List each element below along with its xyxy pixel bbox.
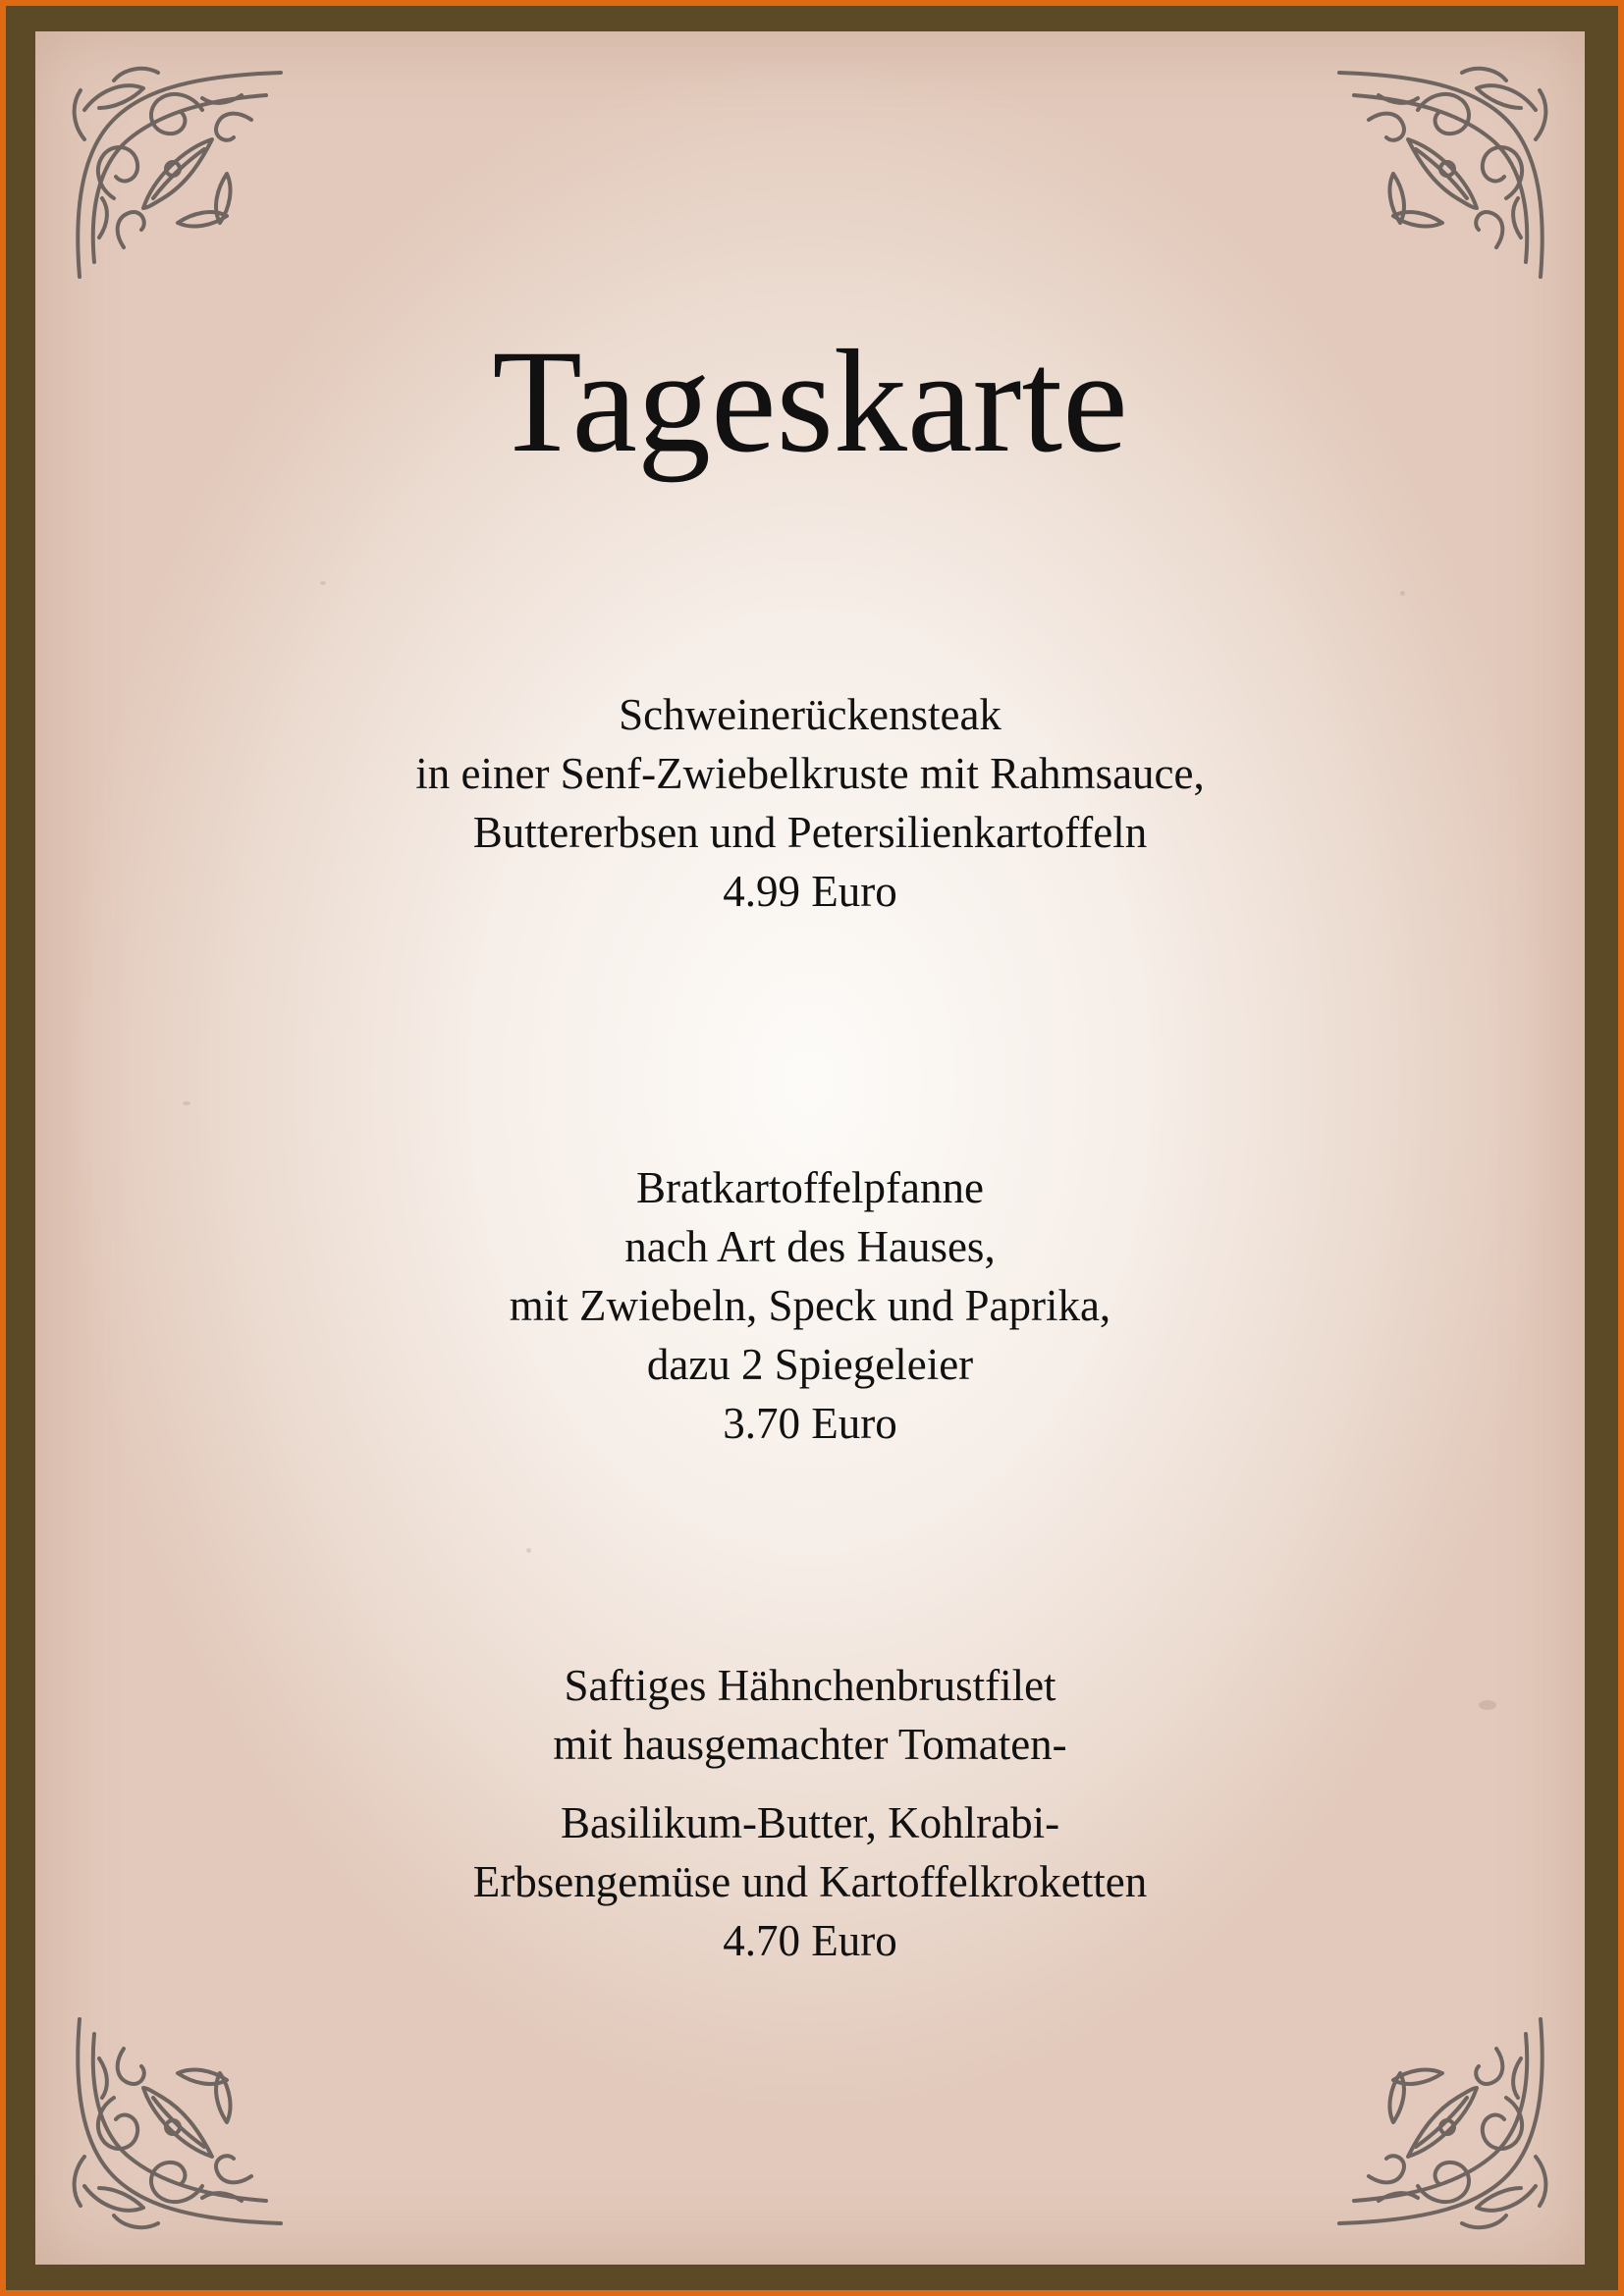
dish-price: 4.70 Euro: [723, 1916, 897, 1965]
dish-name: Bratkartoffelpfanne: [635, 1163, 984, 1212]
dish-description-line: mit hausgemachter Tomaten-: [553, 1720, 1067, 1769]
paper-speck: [1400, 591, 1405, 596]
dish-description-line: in einer Senf-Zwiebelkruste mit Rahmsauce,: [415, 749, 1205, 798]
page-title: Tageskarte: [492, 320, 1128, 483]
dish-description-line: Buttererbsen und Petersilienkartoffeln: [472, 808, 1148, 857]
paper-speck: [183, 1101, 190, 1105]
dish-description-line: Erbsengemüse und Kartoffelkroketten: [472, 1857, 1148, 1906]
menu-item: [35, 1158, 1585, 1453]
floral-corner-ornament-icon: [1320, 51, 1565, 296]
paper-speck: [526, 1548, 531, 1553]
floral-corner-ornament-icon: [55, 51, 300, 296]
dish-name: Schweinerückensteak: [619, 690, 1001, 739]
dish-description-line: nach Art des Hauses,: [624, 1222, 996, 1271]
floral-corner-ornament-icon: [1320, 2000, 1565, 2245]
dish-name: Saftiges Hähnchenbrustfilet: [564, 1661, 1056, 1710]
dish-description-line: mit Zwiebeln, Speck und Paprika,: [509, 1281, 1111, 1330]
floral-corner-ornament-icon: [55, 2000, 300, 2245]
menu-item: [35, 1656, 1585, 1970]
paper-speck: [320, 581, 326, 585]
dish-price: 4.99 Euro: [723, 867, 897, 916]
dish-description-line: dazu 2 Spiegeleier: [646, 1340, 974, 1389]
dish-price: 3.70 Euro: [723, 1399, 897, 1448]
dish-description-line: Basilikum-Butter, Kohlrabi-: [560, 1798, 1060, 1847]
menu-page: [35, 31, 1585, 2265]
menu-item: [35, 685, 1585, 921]
